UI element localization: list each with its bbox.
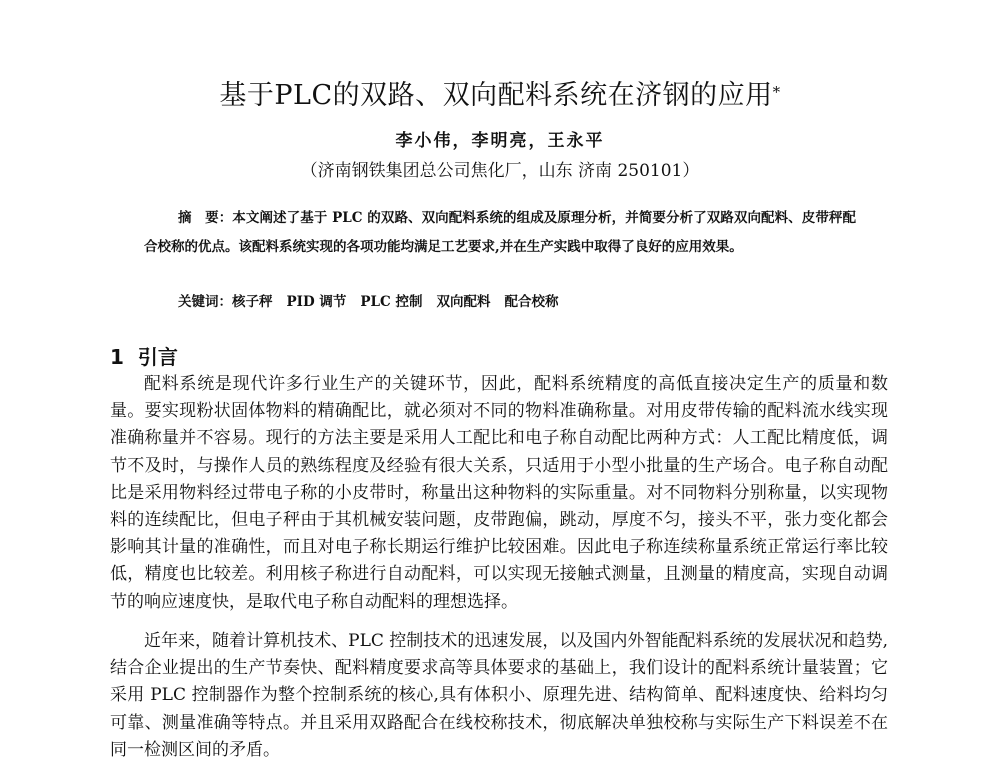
paper-affiliation: （济南钢铁集团总公司焦化厂，山东 济南 250101） [300, 161, 700, 181]
body-paragraph-2: 近年来，随着计算机技术、PLC 控制技术的迅速发展，以及国内外智能配料系统的发展状况和趋势,结合企业提出的生产节奏快、配料精度要求高等具体要求的基础上，我们设计的配料系统计量装置；它采用 PLC 控制器作为整个控制系统的核心,具有体积小、原理先进、结构简单、配料速度快、给料均匀可靠、测量准确等特点。并且采用双路配合在线校称技术，彻底解决单独校称与实际生产下料误差不在同一检测区间的矛盾。 [110, 631, 888, 760]
paper-abstract: 摘 要：本文阐述了基于 PLC 的双路、双向配料系统的组成及原理分析，并简要分析了双路双向配料、皮带秤配合校称的优点。该配料系统实现的各项功能均满足工艺要求,并在生产实践中取得了良好的应用效果。 [144, 210, 856, 255]
paper-title-text: 基于PLC的双路、双向配料系统在济钢的应用 [219, 80, 773, 111]
section-heading [110, 342, 178, 372]
keyword: PLC 控制 [360, 294, 423, 310]
keyword: 双向配料 [436, 294, 491, 310]
paper-keywords [178, 291, 858, 313]
section-title: 引言 [137, 345, 178, 369]
paper-authors: 李小伟，李明亮，王永平 [395, 131, 605, 151]
body-paragraph-1: 配料系统是现代许多行业生产的关键环节，因此，配料系统精度的高低直接决定生产的质量和数量。要实现粉状固体物料的精确配比，就必须对不同的物料准确称量。对用皮带传输的配料流水线实现准确称量并不容易。现行的方法主要是采用人工配比和电子称自动配比两种方式：人工配比精度低，调节不及时，与操作人员的熟练程度及经验有很大关系，只适用于小型小批量的生产场合。电子称自动配比是采用物料经过带电子称的小皮带时，称量出这种物料的实际重量。对不同物料分别称量，以实现物料的连续配比，但电子秤由于其机械安装问题，皮带跑偏，跳动，厚度不匀，接头不平，张力变化都会影响其计量的准确性，而且对电子称长期运行维护比较困难。因此电子称连续称量系统正常运行率比较低，精度也比较差。利用核子称进行自动配料，可以实现无接触式测量，且测量的精度高，实现自动调节的响应速度快，是取代电子称自动配料的理想选择。 [110, 374, 888, 612]
keyword: PID 调节 [286, 294, 347, 310]
keyword: 核子秤 [232, 294, 273, 310]
title-footnote-mark: * [772, 83, 781, 101]
paper-title [0, 76, 1000, 116]
keyword: 配合校称 [504, 294, 559, 310]
section-number: 1 [110, 345, 124, 369]
keywords-label: 关键词： [178, 294, 232, 310]
